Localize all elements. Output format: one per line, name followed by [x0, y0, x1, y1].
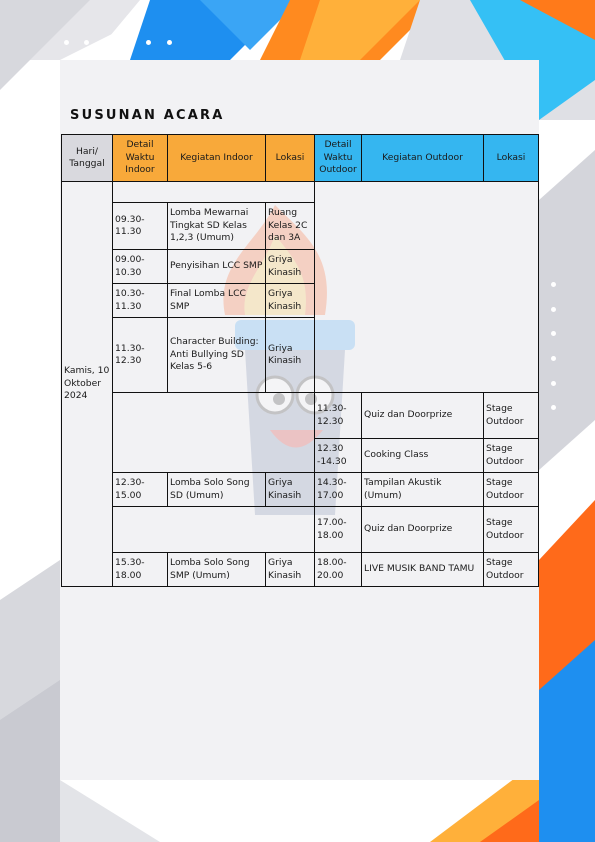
table-row: [62, 553, 539, 587]
header-outdoor-time: Detail Waktu Outdoor: [315, 135, 362, 182]
header-outdoor-location: Lokasi: [484, 135, 539, 182]
header-outdoor-activity: Kegiatan Outdoor: [362, 135, 484, 182]
outdoor-activity: Cooking Class: [362, 439, 484, 473]
indoor-activity: Final Lomba LCC SMP: [168, 284, 266, 318]
indoor-time: 09.30-11.30: [113, 203, 168, 250]
table-header-row: [62, 135, 539, 182]
day-cell: Kamis, 10 Oktober 2024: [62, 182, 113, 587]
indoor-time: 09.00-10.30: [113, 250, 168, 284]
table-row: [62, 182, 539, 203]
indoor-activity: Lomba Solo Song SMP (Umum): [168, 553, 266, 587]
page-title: SUSUNAN ACARA: [70, 108, 225, 123]
indoor-location: Griya Kinasih: [266, 250, 315, 284]
indoor-location: Griya Kinasih: [266, 473, 315, 507]
indoor-activity: Penyisihan LCC SMP: [168, 250, 266, 284]
indoor-activity: Character Building: Anti Bullying SD Kelas 5-6: [168, 318, 266, 393]
outdoor-activity: Tampilan Akustik (Umum): [362, 473, 484, 507]
indoor-location: Griya Kinasih: [266, 553, 315, 587]
indoor-activity: Lomba Solo Song SD (Umum): [168, 473, 266, 507]
indoor-location: Griya Kinasih: [266, 318, 315, 393]
outdoor-activity: Quiz dan Doorprize: [362, 393, 484, 439]
outdoor-time: 12.30 -14.30: [315, 439, 362, 473]
outdoor-time: 11.30-12.30: [315, 393, 362, 439]
outdoor-time: 14.30-17.00: [315, 473, 362, 507]
outdoor-time: 17.00-18.00: [315, 507, 362, 553]
outdoor-location: Stage Outdoor: [484, 553, 539, 587]
indoor-time: 10.30-11.30: [113, 284, 168, 318]
header-indoor-location: Lokasi: [266, 135, 315, 182]
indoor-activity: Lomba Mewarnai Tingkat SD Kelas 1,2,3 (Umum): [168, 203, 266, 250]
outdoor-location: Stage Outdoor: [484, 439, 539, 473]
indoor-time: 11.30-12.30: [113, 318, 168, 393]
header-day: Hari/ Tanggal: [62, 135, 113, 182]
indoor-time: 12.30-15.00: [113, 473, 168, 507]
empty-cell: [113, 393, 315, 473]
empty-cell: [113, 507, 315, 553]
outdoor-activity: LIVE MUSIK BAND TAMU: [362, 553, 484, 587]
indoor-location: Ruang Kelas 2C dan 3A: [266, 203, 315, 250]
outdoor-location: Stage Outdoor: [484, 507, 539, 553]
outdoor-time: 18.00-20.00: [315, 553, 362, 587]
empty-cell: [315, 182, 539, 393]
header-indoor-time: Detail Waktu Indoor: [113, 135, 168, 182]
outdoor-activity: Quiz dan Doorprize: [362, 507, 484, 553]
outdoor-location: Stage Outdoor: [484, 473, 539, 507]
table-row: [62, 393, 539, 439]
table-row: [62, 507, 539, 553]
header-indoor-activity: Kegiatan Indoor: [168, 135, 266, 182]
indoor-time: 15.30-18.00: [113, 553, 168, 587]
outdoor-location: Stage Outdoor: [484, 393, 539, 439]
indoor-location: Griya Kinasih: [266, 284, 315, 318]
table-row: [62, 473, 539, 507]
empty-cell: [113, 182, 315, 203]
schedule-table: [61, 134, 539, 587]
